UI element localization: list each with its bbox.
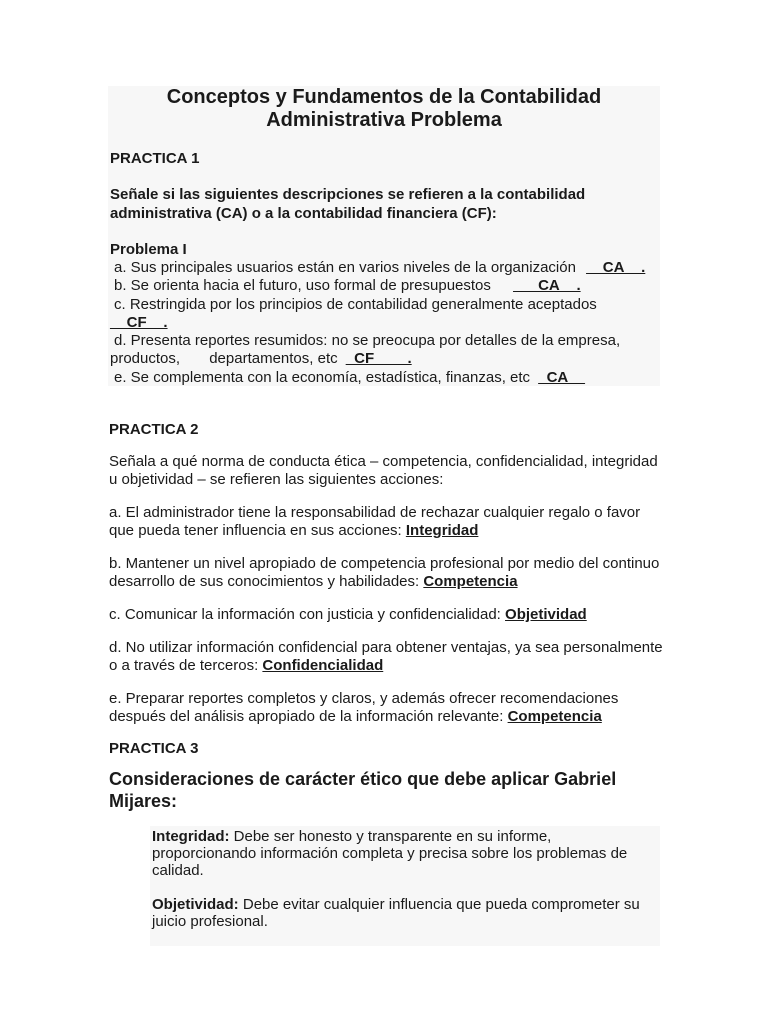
practica2-item-c (109, 606, 669, 624)
practica3-subtitle: Consideraciones de carácter ético que debe aplicar Gabriel Mijares: (109, 769, 617, 811)
item-b-answer: ___CA__. (513, 277, 581, 294)
item-c-answer: __CF__. (110, 314, 168, 331)
practica2-item-e-answer: Competencia (507, 708, 602, 725)
practica2-item-d (109, 639, 669, 675)
problem-label: Problema I (110, 241, 187, 258)
objetividad-label: Objetividad: (152, 896, 239, 913)
practica2-item-b-text: b. Mantener un nivel apropiado de competencia profesional por medio del continuo desarrollo de sus conocimientos y habilidades: (109, 555, 660, 590)
instruction-line1: Señale si las siguientes descripciones se refieren a la contabilidad (110, 186, 586, 203)
practica2-item-b-answer: Competencia (423, 573, 518, 590)
item-e-text: e. Se complementa con la economía, estadística, finanzas, etc (114, 369, 531, 386)
objetividad-text: Debe evitar cualquier influencia que pueda comprometer su juicio profesional. (152, 896, 640, 930)
practica2-item-c-answer: Objetividad (505, 606, 587, 623)
item-d-line1: d. Presenta reportes resumidos: no se preocupa por detalles de la empresa, (114, 332, 621, 349)
practica2-item-a-text: a. El administrador tiene la responsabilidad de rechazar cualquier regalo o favor que pueda tener influencia en sus acciones: (109, 504, 641, 539)
item-e (114, 369, 585, 387)
instruction-line2: administrativa (CA) o a la contabilidad financiera (CF): (110, 205, 497, 222)
item-d-line2 (110, 350, 412, 368)
item-b-text: b. Se orienta hacia el futuro, uso formal de presupuestos (114, 277, 491, 294)
practica2-intro: Señala a qué norma de conducta ética – competencia, confidencialidad, integridad u objetividad – se refieren las siguientes acciones: (109, 453, 658, 488)
practica2-item-e-text: e. Preparar reportes completos y claros, y además ofrecer recomendaciones después del análisis apropiado de la información relevante: (109, 690, 619, 725)
practica1-heading: PRACTICA 1 (110, 150, 200, 167)
practica2-item-d-answer: Confidencialidad (262, 657, 384, 674)
item-d-line2-text: productos, departamentos, etc (110, 350, 338, 367)
practica2-item-a-answer: Integridad (405, 522, 479, 539)
item-a-text: a. Sus principales usuarios están en varios niveles de la organización (114, 259, 576, 276)
practica2-item-d-text: d. No utilizar información confidencial para obtener ventajas, ya sea personalmente o a través de terceros: (109, 639, 663, 674)
practica3-heading: PRACTICA 3 (109, 740, 199, 757)
item-b (114, 277, 581, 295)
practica2-heading: PRACTICA 2 (109, 421, 199, 438)
objetividad-paragraph (152, 896, 658, 930)
item-c-line1: c. Restringida por los principios de contabilidad generalmente aceptados (114, 296, 597, 313)
practica2-item-a (109, 504, 669, 540)
item-e-answer: _CA__ (538, 369, 585, 386)
item-d-answer: _CF____. (345, 350, 412, 367)
practica2-item-b (109, 555, 669, 591)
practica2-item-e (109, 690, 669, 726)
integridad-paragraph (152, 828, 658, 879)
document-title: Conceptos y Fundamentos de la Contabilidad Administrativa Problema (166, 86, 602, 131)
integridad-text: Debe ser honesto y transparente en su informe, proporcionando información completa y precisa sobre los problemas de calidad. (152, 828, 628, 879)
integridad-label: Integridad: (152, 828, 230, 845)
practica2-item-c-text: c. Comunicar la información con justicia y confidencialidad: (109, 606, 506, 623)
item-a-answer: __CA__. (586, 259, 646, 276)
item-a (114, 259, 645, 277)
